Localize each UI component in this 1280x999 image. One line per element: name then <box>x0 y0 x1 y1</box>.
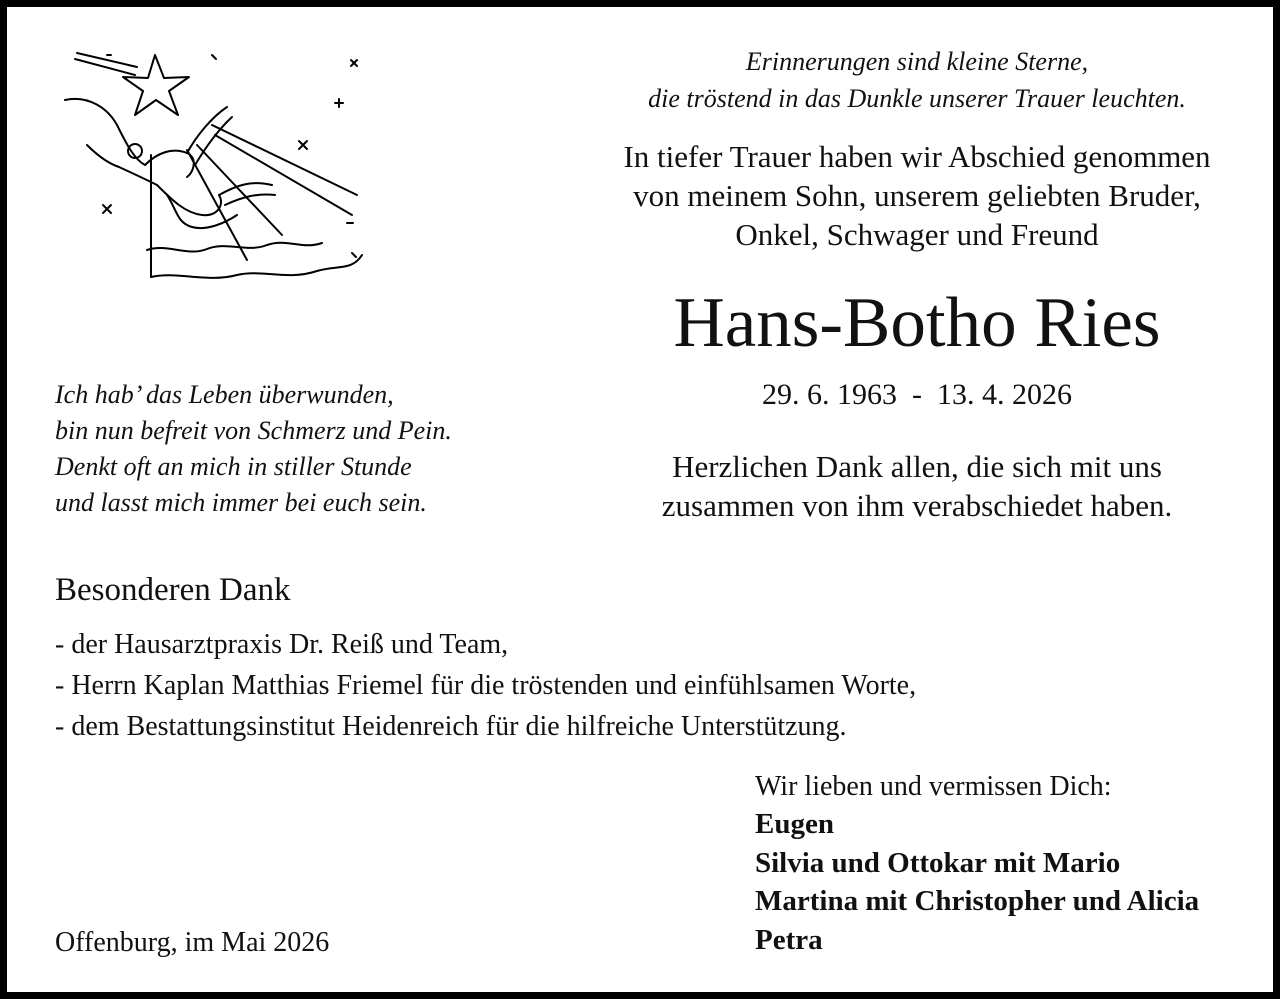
life-dates-text: 29. 6. 1963 - 13. 4. 2026 <box>762 378 1072 411</box>
intro-line: In tiefer Trauer haben wir Abschied genommen <box>623 139 1211 174</box>
special-thanks-item: - dem Bestattungsinstitut Heidenreich für die hilfreiche Unterstützung. <box>55 711 847 742</box>
poem-line: und lasst mich immer bei euch sein. <box>55 488 427 517</box>
family-member: Petra <box>755 923 823 956</box>
motto-text <box>567 43 1267 117</box>
special-thanks-title: Besonderen Dank <box>55 572 291 608</box>
life-dates <box>567 377 1267 413</box>
special-thanks-item: - Herrn Kaplan Matthias Friemel für die tröstenden und einfühlsamen Worte, <box>55 670 917 701</box>
poem-line: Denkt oft an mich in stiller Stunde <box>55 452 412 481</box>
deceased-name: Hans-Botho Ries <box>673 284 1161 362</box>
poem-line: Ich hab’ das Leben überwunden, <box>55 380 394 409</box>
motto-line: die tröstend in das Dunkle unserer Trauer leuchten. <box>648 84 1186 113</box>
place-date: Offenburg, im Mai 2026 <box>55 927 330 958</box>
closing-text: Wir lieben und vermissen Dich: <box>755 771 1112 802</box>
intro-line: von meinem Sohn, unserem geliebten Bruder, <box>633 178 1201 213</box>
family-list <box>755 805 1199 959</box>
family-member: Silvia und Ottokar mit Mario <box>755 846 1121 879</box>
thanks-line: Herzlichen Dank allen, die sich mit uns <box>672 449 1162 484</box>
special-thanks-list <box>55 624 1255 747</box>
intro-line: Onkel, Schwager und Freund <box>735 217 1099 252</box>
intro-text <box>567 137 1267 254</box>
special-thanks-item: - der Hausarztpraxis Dr. Reiß und Team, <box>55 629 509 660</box>
family-member: Eugen <box>755 808 834 840</box>
poem <box>55 377 535 521</box>
family-member: Martina mit Christopher und Alicia <box>755 885 1200 917</box>
poem-line: bin nun befreit von Schmerz und Pein. <box>55 416 452 445</box>
angel-star-icon <box>47 45 377 300</box>
thanks-line: zusammen von ihm verabschiedet haben. <box>661 488 1173 523</box>
motto-line: Erinnerungen sind kleine Sterne, <box>745 47 1089 76</box>
thanks-text <box>567 447 1267 525</box>
